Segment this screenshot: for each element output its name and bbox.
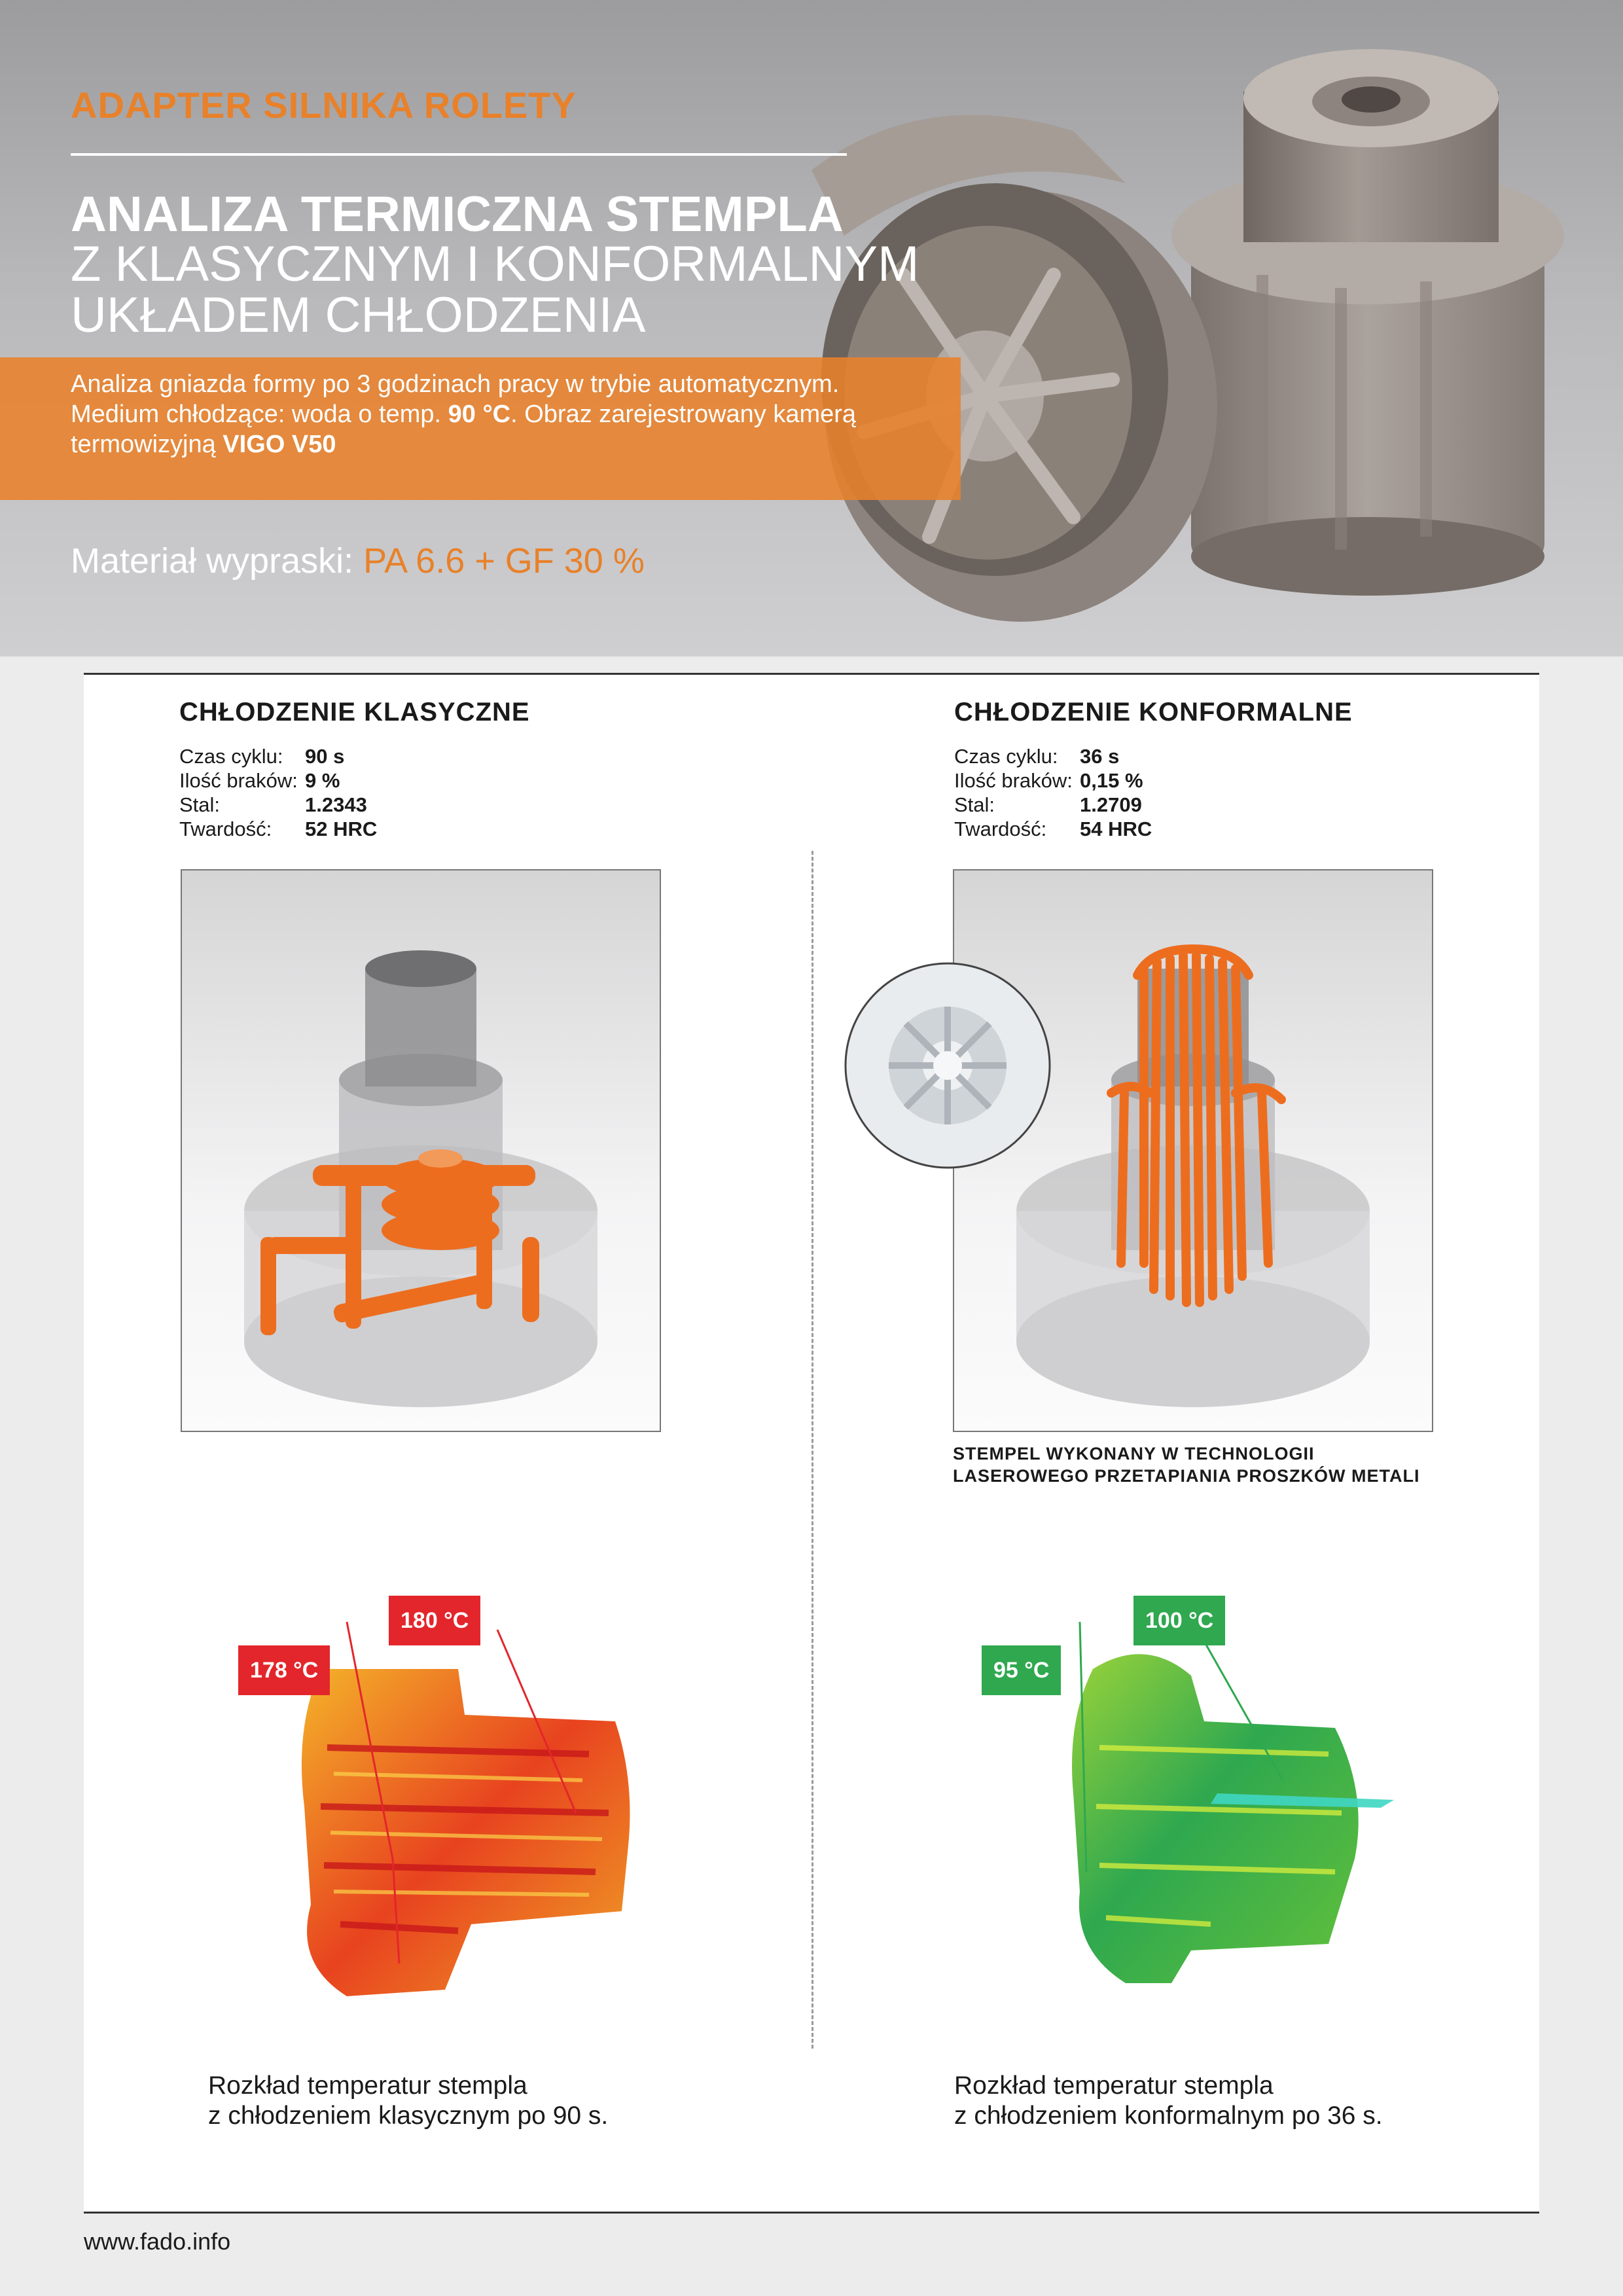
conformal-spec-hardness: Twardość: 54 HRC <box>954 817 1152 840</box>
material-value: PA 6.6 + GF 30 % <box>363 541 645 581</box>
laser-sintered-detail-inset <box>843 961 1052 1170</box>
coolant-temp: 90 °C <box>448 401 511 428</box>
material-label: Materiał wypraski: <box>71 541 364 581</box>
material-line <box>71 541 645 581</box>
classic-temp-badge-2: 180 °C <box>389 1596 480 1645</box>
motor-adapter-illustration <box>759 39 1623 656</box>
conformal-temp-badge-1: 95 °C <box>982 1645 1061 1695</box>
conformal-caption-line-2: z chłodzeniem konformalnym po 36 s. <box>954 2102 1383 2130</box>
classic-caption-line-1: Rozkład temperatur stempla <box>208 2072 527 2100</box>
page-title-line-2: Z KLASYCZNYM I KONFORMALNYM <box>71 236 919 292</box>
eyebrow-label: ADAPTER SILNIKA ROLETY <box>71 84 577 126</box>
conformal-cooling-title: CHŁODZENIE KONFORMALNE <box>954 698 1353 726</box>
column-divider <box>812 851 813 2049</box>
conformal-spec-rejects: Ilość braków: 0,15 % <box>954 769 1143 792</box>
classic-cooling-render <box>181 869 661 1432</box>
classic-core-illustration <box>182 870 660 1431</box>
page-title-line-3: UKŁADEM CHŁODZENIA <box>71 287 646 343</box>
conformal-caption-line-1: Rozkład temperatur stempla <box>954 2072 1274 2100</box>
classic-cooling-title: CHŁODZENIE KLASYCZNE <box>179 698 530 726</box>
classic-spec-hardness: Twardość: 52 HRC <box>179 817 378 840</box>
analysis-info-line-1: Analiza gniazda formy po 3 godzinach pracy w trybie automatycznym. <box>71 370 840 398</box>
footer-website-link[interactable]: www.fado.info <box>84 2228 231 2255</box>
conformal-spec-steel: Stal: 1.2709 <box>954 793 1142 816</box>
slm-note-line-2: LASEROWEGO PRZETAPIANIA PROSZKÓW METALI <box>953 1466 1420 1486</box>
header-divider <box>71 153 847 156</box>
classic-temp-badge-1: 178 °C <box>238 1645 330 1695</box>
analysis-info-line-2: Medium chłodzące: woda o temp. 90 °C. Obraz zarejestrowany kamerą <box>71 401 857 428</box>
page-title-line-1: ANALIZA TERMICZNA STEMPLA <box>71 187 844 242</box>
classic-spec-rejects: Ilość braków: 9 % <box>179 769 340 792</box>
classic-spec-steel: Stal: 1.2343 <box>179 793 367 816</box>
classic-caption-line-2: z chłodzeniem klasycznym po 90 s. <box>208 2102 609 2130</box>
camera-model: VIGO V50 <box>223 431 336 458</box>
classic-spec-cycle: Czas cyklu: 90 s <box>179 745 345 768</box>
analysis-info-line-3: termowizyjną VIGO V50 <box>71 431 336 458</box>
header-banner <box>0 0 1623 656</box>
conformal-spec-cycle: Czas cyklu: 36 s <box>954 745 1120 768</box>
slm-note-line-1: STEMPEL WYKONANY W TECHNOLOGII <box>953 1444 1315 1463</box>
conformal-temp-badge-2: 100 °C <box>1133 1596 1225 1645</box>
